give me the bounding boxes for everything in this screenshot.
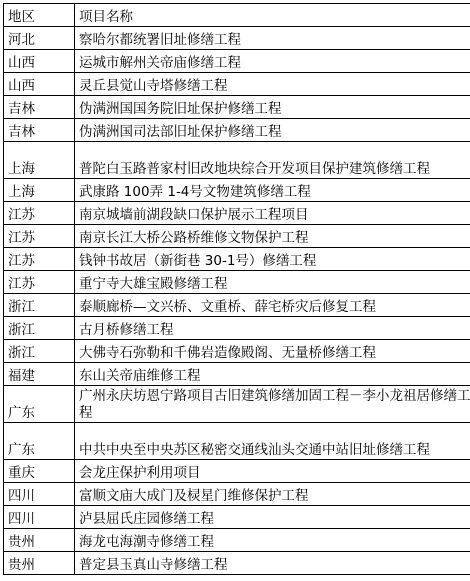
name-cell: 重宁寺大雄宝殿修缮工程 (75, 271, 470, 294)
table-row (4, 119, 470, 142)
header-name: 项目名称 (75, 4, 470, 27)
table-row (4, 552, 470, 575)
table-row (4, 50, 470, 73)
name-cell: 海龙屯海潮寺修缮工程 (75, 529, 470, 552)
region-cell: 贵州 (4, 529, 75, 552)
table-row (4, 363, 470, 386)
name-cell: 南京长江大桥公路桥维修文物保护工程 (75, 225, 470, 248)
name-cell: 普定县玉真山寺修缮工程 (75, 552, 470, 575)
table-row (4, 483, 470, 506)
region-cell: 江苏 (4, 202, 75, 225)
name-cell: 察哈尔都统署旧址修缮工程 (75, 27, 470, 50)
region-cell: 吉林 (4, 96, 75, 119)
name-cell: 普陀白玉路普家村旧改地块综合开发项目保护建筑修缮工程 (75, 142, 470, 179)
name-cell: 南京城墙前湖段缺口保护展示工程项目 (75, 202, 470, 225)
region-cell: 广东 (4, 386, 75, 423)
table-row (4, 506, 470, 529)
name-cell: 古月桥修缮工程 (75, 317, 470, 340)
table-row (4, 529, 470, 552)
region-cell: 四川 (4, 483, 75, 506)
table-row (4, 386, 470, 423)
region-cell: 吉林 (4, 119, 75, 142)
table-row (4, 317, 470, 340)
name-cell: 东山关帝庙维修工程 (75, 363, 470, 386)
region-cell: 广东 (4, 423, 75, 460)
name-cell: 伪满洲国司法部旧址保护修缮工程 (75, 119, 470, 142)
table-header-row (4, 4, 470, 27)
header-region: 地区 (4, 4, 75, 27)
table-row (4, 142, 470, 179)
name-cell: 大佛寺石弥勒和千佛岩造像殿阁、无量桥修缮工程 (75, 340, 470, 363)
name-cell: 钱钟书故居（新街巷 30-1号）修缮工程 (75, 248, 470, 271)
name-cell: 泸县屈氏庄园修缮工程 (75, 506, 470, 529)
region-cell: 福建 (4, 363, 75, 386)
region-cell: 浙江 (4, 317, 75, 340)
region-cell: 重庆 (4, 460, 75, 483)
name-cell: 会龙庄保护利用项目 (75, 460, 470, 483)
name-cell: 伪满洲国国务院旧址保护修缮工程 (75, 96, 470, 119)
region-cell: 山西 (4, 73, 75, 96)
region-cell: 山西 (4, 50, 75, 73)
table-row (4, 202, 470, 225)
region-cell: 江苏 (4, 225, 75, 248)
table-row (4, 27, 470, 50)
region-cell: 河北 (4, 27, 75, 50)
name-cell: 运城市解州关帝庙修缮工程 (75, 50, 470, 73)
region-cell: 上海 (4, 179, 75, 202)
projects-table (3, 3, 470, 575)
region-cell: 浙江 (4, 340, 75, 363)
region-cell: 上海 (4, 142, 75, 179)
region-cell: 江苏 (4, 271, 75, 294)
name-cell: 富顺文庙大成门及棂星门维修保护工程 (75, 483, 470, 506)
table-row (4, 340, 470, 363)
table-row (4, 73, 470, 96)
table-row (4, 423, 470, 460)
name-cell: 武康路 100弄 1-4号文物建筑修缮工程 (75, 179, 470, 202)
region-cell: 贵州 (4, 552, 75, 575)
table-row (4, 294, 470, 317)
name-cell: 灵丘县觉山寺塔修缮工程 (75, 73, 470, 96)
region-cell: 四川 (4, 506, 75, 529)
region-cell: 江苏 (4, 248, 75, 271)
name-cell: 泰顺廊桥—文兴桥、文重桥、薛宅桥灾后修复工程 (75, 294, 470, 317)
table-row (4, 248, 470, 271)
name-cell: 中共中央至中央苏区秘密交通线汕头交通中站旧址修缮工程 (75, 423, 470, 460)
table-row (4, 96, 470, 119)
name-cell: 广州永庆坊恩宁路项目古旧建筑修缮加固工程－李小龙祖居修缮工程 (75, 386, 470, 423)
table-row (4, 179, 470, 202)
table-row (4, 460, 470, 483)
region-cell: 浙江 (4, 294, 75, 317)
table-row (4, 225, 470, 248)
table-row (4, 271, 470, 294)
